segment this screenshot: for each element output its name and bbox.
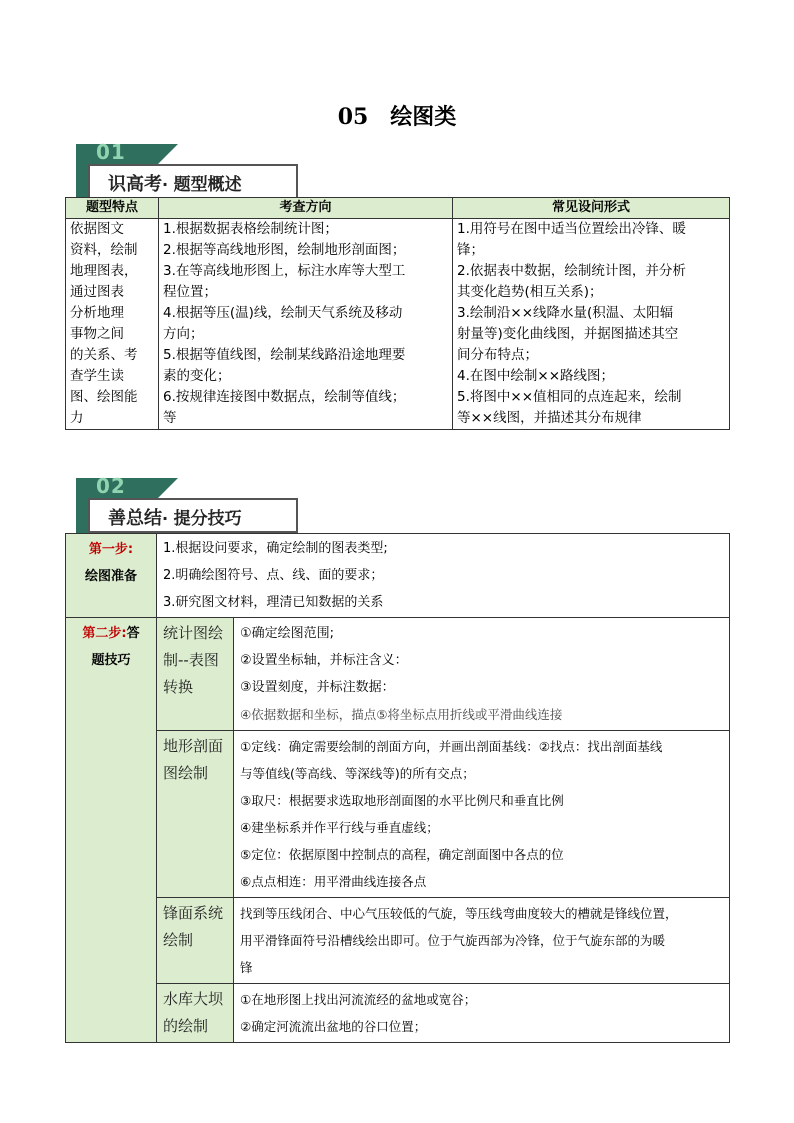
table-row [66, 731, 730, 898]
type-features-cell: 依据图文 资料，绘制 地理图表， 通过图表 分析地理 事物之间 的关系、考 查学生读 图、绘图能 力 [66, 219, 159, 430]
table-row [66, 984, 730, 1043]
subtopic-label: 水库大坝 的绘制 [157, 984, 234, 1043]
step-1-content: 1.根据设问要求，确定绘制的图表类型; 2.明确绘图符号、点、线、面的要求； 3.研究图文材料，理清已知数据的关系 [157, 534, 730, 618]
question-forms-cell: 1.用符号在图中适当位置绘出冷锋、暖 锋； 2.依据表中数据，绘制统计图，并分析 其变化趋势(相互关系)； 3.绘制沿××线降水量(积温、太阳辐 射量等)变化曲线图，并据图描述其空 间分布特点； 4.在图中绘制××路线图； 5.将图中××值相同的点连起来，绘制 等××线图，并描述其分布规律 [453, 219, 730, 430]
subtopic-detail: 找到等压线闭合、中心气压较低的气旋，等压线弯曲度较大的槽就是锋线位置， 用平滑锋面符号沿槽线绘出即可。位于气旋西部为冷锋，位于气旋东部的为暖 锋 [234, 898, 730, 984]
section-header-01 [72, 140, 300, 200]
exam-direction-cell: 1.根据数据表格绘制统计图； 2.根据等高线地形图，绘制地形剖面图； 3.在等高线地形图上，标注水库等大型工 程位置； 4.根据等压(温)线，绘制天气系统及移动 方向； 5.根据等值线图，绘制某线路沿途地理要 素的变化； 6.按规律连接图中数据点，绘制等值线； 等 [159, 219, 453, 430]
step-1-label: 第一步: 绘图准备 [66, 534, 157, 618]
column-header: 常见设问形式 [453, 198, 730, 219]
table-header-row [66, 198, 730, 219]
subtopic-label: 统计图绘 制--表图 转换 [157, 618, 234, 731]
subtopic-detail: ①在地形图上找出河流流经的盆地或宽谷； ②确定河流流出盆地的谷口位置； [234, 984, 730, 1043]
table-row [66, 898, 730, 984]
table-row [66, 534, 730, 618]
section-number: 01 [96, 140, 126, 164]
table-row [66, 618, 730, 731]
subtopic-label: 锋面系统 绘制 [157, 898, 234, 984]
step-2-label: 第二步:答 题技巧 [66, 618, 157, 1043]
subtopic-label: 地形剖面 图绘制 [157, 731, 234, 898]
column-header: 题型特点 [66, 198, 159, 219]
page-title: 05 绘图类 [337, 104, 457, 130]
subtopic-detail: ①确定绘图范围; ②设置坐标轴，并标注含义： ③设置刻度，并标注数据： ④依据数据和坐标，描点⑤将坐标点用折线或平滑曲线连接 [234, 618, 730, 731]
column-header: 考查方向 [159, 198, 453, 219]
question-type-table [65, 197, 730, 430]
techniques-table [65, 533, 730, 1043]
section-label: 善总结· 提分技巧 [108, 508, 242, 529]
section-header-02 [72, 474, 300, 534]
subtopic-detail: ①定线：确定需要绘制的剖面方向，并画出剖面基线：②找点：找出剖面基线 与等值线(等高线、等深线等)的所有交点； ③取尺：根据要求选取地形剖面图的水平比例尺和垂直比例 ④建坐标系并作平行线与垂直虚线； ⑤定位：依据原图中控制点的高程，确定剖面图中各点的位 ⑥点点相连：用平滑曲线连接各点 [234, 731, 730, 898]
section-number: 02 [96, 474, 126, 498]
table-row [66, 219, 730, 430]
section-label: 识高考· 题型概述 [108, 174, 242, 195]
